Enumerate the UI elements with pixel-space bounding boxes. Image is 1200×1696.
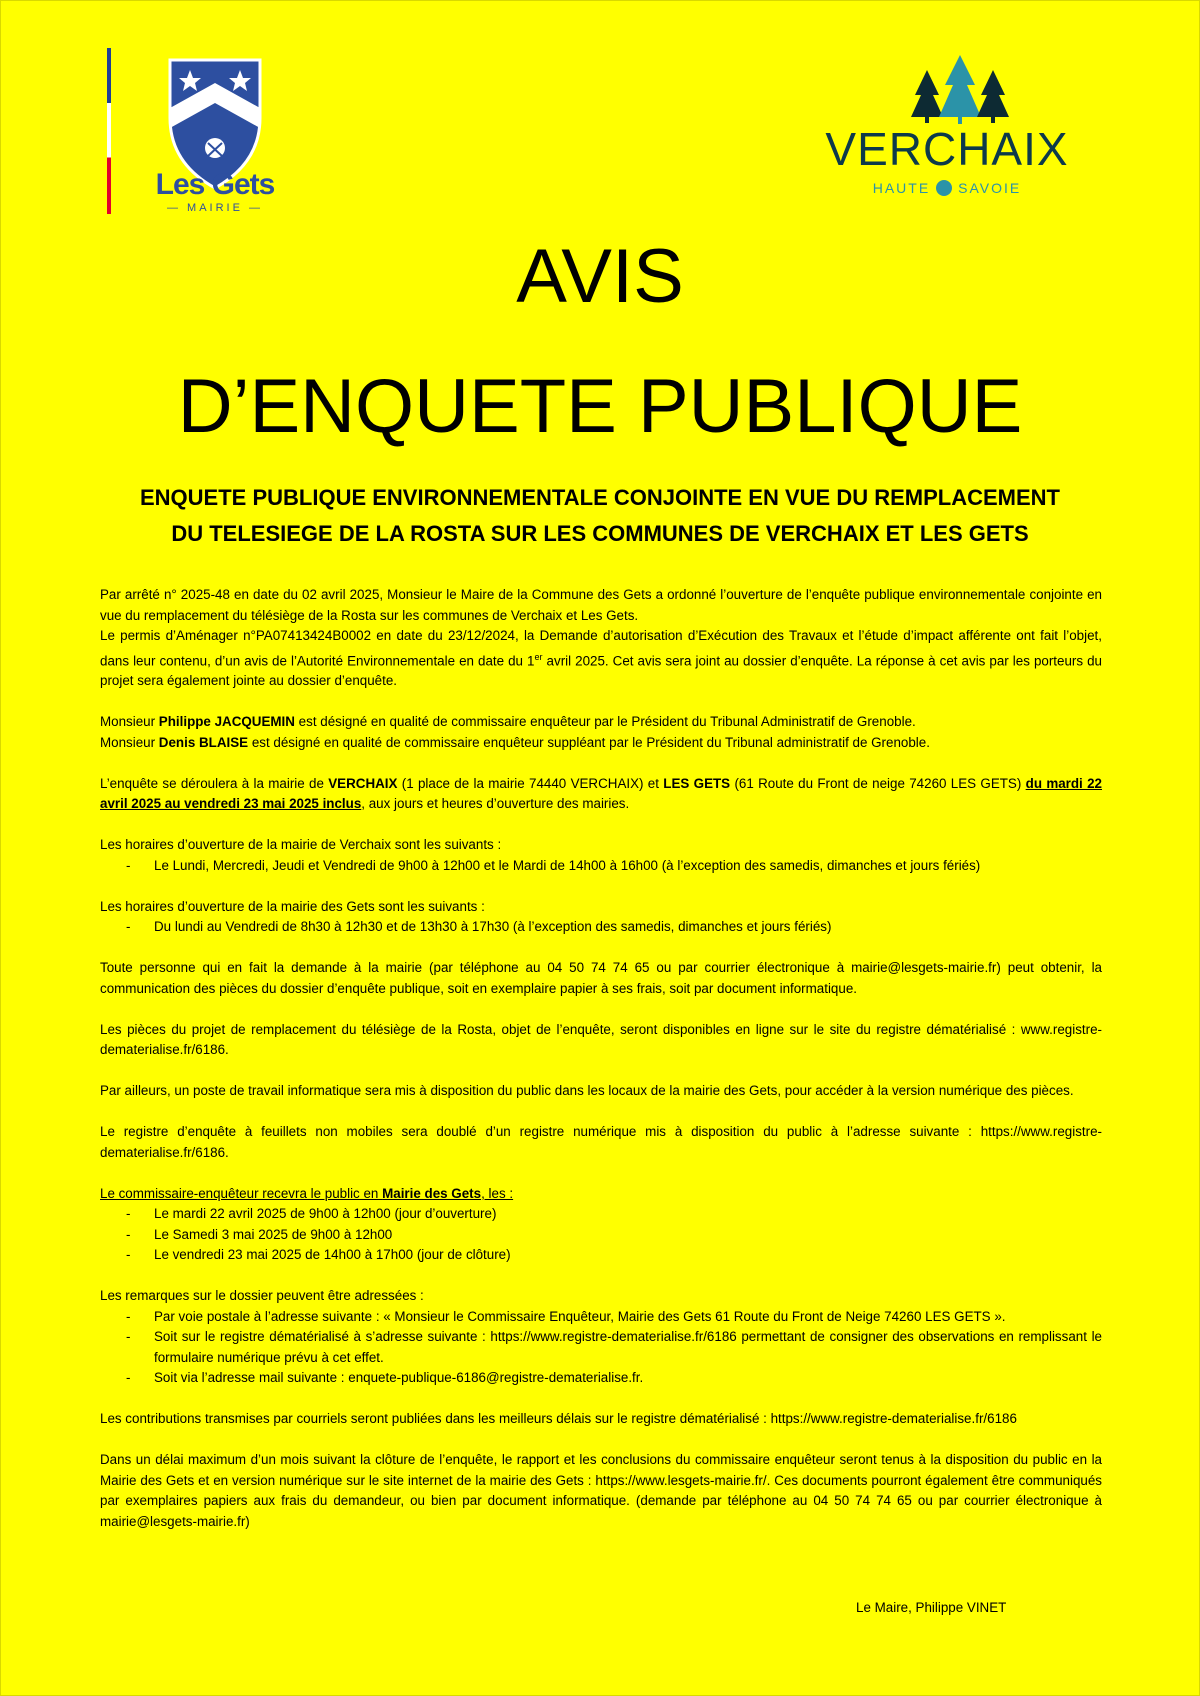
paragraph-permis	[100, 626, 1102, 692]
permanences-mairie: Mairie des Gets	[382, 1185, 482, 1201]
lieux-text-a: L’enquête se déroulera à la mairie de	[100, 775, 329, 791]
fir-trees-icon	[905, 55, 1015, 125]
verchaix-logo-subtitle	[812, 180, 1082, 198]
lesgets-logo-subtitle: — MAIRIE —	[166, 202, 263, 214]
paragraph-contributions: Les contributions transmises par courriels seront publiées dans les meilleurs délais sur le registre dématérialisé : https://www.registre-dematerialise.fr/6186	[100, 1411, 1017, 1427]
verchaix-sub-right: SAVOIE	[958, 180, 1022, 196]
paragraph-suppleant	[100, 733, 1102, 754]
lieux-text-g: , aux jours et heures d’ouverture des mairies.	[361, 796, 630, 812]
horaires-verchaix-list	[100, 856, 1102, 877]
commissaire-text-b: est désigné en qualité de commissaire enquêteur par le Président du Tribunal Administratif de Grenoble.	[294, 714, 916, 730]
horaires-gets-list	[100, 917, 1102, 938]
list-item: - Par voie postale à l’adresse suivante : « Monsieur le Commissaire Enquêteur, Mairie des Gets 61 Route du Front de Neige 74260 LES GETS ».	[100, 1307, 1102, 1328]
paragraph-permanences	[100, 1184, 1102, 1205]
verchaix-sub-left: HAUTE	[872, 180, 931, 196]
paragraph-lieux-dates	[100, 774, 1102, 815]
commissaire-text-a: Monsieur	[100, 714, 159, 730]
paragraph-pieces-en-ligne: Les pièces du projet de remplacement du télésiège de la Rosta, objet de l’enquête, seront disponibles en ligne sur le site du registre dématérialisé : www.registre-dematerialise.fr/6186.	[100, 1021, 1102, 1058]
paragraph-horaires-gets: Les horaires d’ouverture de la mairie des Gets sont les suivants :	[100, 898, 485, 914]
lieux-verchaix: VERCHAIX	[328, 775, 398, 791]
paragraph-horaires-verchaix: Les horaires d’ouverture de la mairie de Verchaix sont les suivants :	[100, 837, 502, 853]
permanences-list	[100, 1204, 1102, 1266]
list-item: - Soit sur le registre dématérialisé à s’adresse suivante : https://www.registre-dematerialise.fr/6186 permettant de consigner des observations en remplissant le formulaire numérique prévu à cet effet.	[100, 1327, 1102, 1368]
paragraph-arrete: Par arrêté n° 2025-48 en date du 02 avril 2025, Monsieur le Maire de la Commune des Gets a ordonné l’ouverture de l’enquête publique environnementale conjointe en vue du remplacement du télésiège de la Rosta sur les communes de Verchaix et Les Gets.	[100, 587, 1102, 623]
suppleant-text-a: Monsieur	[100, 734, 159, 750]
paragraph-poste-informatique: Par ailleurs, un poste de travail informatique sera mis à disposition du public dans les locaux de la mairie des Gets, pour accéder à la version numérique des pièces.	[100, 1083, 1074, 1099]
paragraph-remarques: Les remarques sur le dossier peuvent être adressées :	[100, 1288, 424, 1304]
paragraph-rapport: Dans un délai maximum d’un mois suivant la clôture de l’enquête, le rapport et les conclusions du commissaire enquêteur seront tenus à la disposition du public en la Mairie des Gets et en version numérique sur le site internet de la mairie des Gets : https://www.lesgets-mairie.fr/. Ces documents pourront également être communiqués par exemplaires papiers aux frais du demandeur, ou bien par document informatique. (demande par téléphone au 04 50 74 74 65 ou par courrier électronique à mairie@lesgets-mairie.fr)	[100, 1452, 1102, 1529]
commissaire-name: Philippe JACQUEMIN	[158, 714, 295, 730]
permis-text-a: Le permis d’Aménager n°PA07413424B0002 en date du 23/12/2024, la Demande d’autorisation d’Exécution des Travaux et l’étude d’impact afférente ont fait l’objet, dans leur contenu, d’un avis de l’Autorité Environnementale en date du 1	[100, 628, 1102, 668]
enquete-dates: du mardi 22 avril 2025 au vendredi 23 mai 2025 inclus	[100, 775, 1102, 812]
verchaix-logo-text: VERCHAIX	[825, 123, 1069, 175]
list-item: - Du lundi au Vendredi de 8h30 à 12h30 et de 13h30 à 17h30 (à l’exception des samedis, dimanches et jours fériés)	[100, 917, 1102, 938]
permanences-text-a: Le commissaire-enquêteur recevra le public en	[100, 1185, 383, 1201]
notice-body	[100, 585, 1102, 1532]
paragraph-registre: Le registre d’enquête à feuillets non mobiles sera doublé d’un registre numérique mis à disposition du public à l’adresse suivante : https://www.registre-dematerialise.fr/6186.	[100, 1124, 1102, 1160]
signature: Le Maire, Philippe VINET	[856, 1600, 1007, 1615]
suppleant-text-b: est désigné en qualité de commissaire enquêteur suppléant par le Président du Tribunal administratif de Grenoble.	[248, 734, 930, 750]
list-item: - Le vendredi 23 mai 2025 de 14h00 à 17h00 (jour de clôture)	[100, 1245, 1102, 1266]
lesgets-logo-text: Les Gets	[155, 168, 275, 201]
list-item: - Le Samedi 3 mai 2025 de 9h00 à 12h00	[100, 1225, 1102, 1246]
paragraph-communication: Toute personne qui en fait la demande à la mairie (par téléphone au 04 50 74 74 65 ou par courrier électronique à mairie@lesgets-mairie.fr) peut obtenir, la communication des pièces du dossier d’enquête publique, soit en exemplaire papier à ses frais, soit par document informatique.	[100, 960, 1102, 996]
lieux-text-e: (61 Route du Front de neige 74260 LES GETS)	[730, 775, 1026, 791]
paragraph-commissaire	[100, 712, 1102, 733]
subtitle-line2: DU TELESIEGE DE LA ROSTA SUR LES COMMUNES DE VERCHAIX ET LES GETS	[171, 521, 1029, 546]
list-item: - Le mardi 22 avril 2025 de 9h00 à 12h00 (jour d’ouverture)	[100, 1204, 1102, 1225]
remarques-list	[100, 1307, 1102, 1389]
notice-subtitle	[60, 480, 1140, 552]
notice-title: AVIS	[516, 234, 684, 319]
permis-sup: er	[534, 651, 543, 662]
permis-text-b: avril 2025. Cet avis sera joint au dossier d’enquête. La réponse à cet avis par les porteurs du projet sera également jointe au dossier d’enquête.	[100, 652, 1102, 689]
notice-title-line2: D’ENQUETE PUBLIQUE	[177, 364, 1023, 449]
tricolor-stripe	[107, 48, 111, 214]
list-item: - Le Lundi, Mercredi, Jeudi et Vendredi de 9h00 à 12h00 et le Mardi de 14h00 à 16h00 (à l’exception des samedis, dimanches et jours fériés)	[100, 856, 1102, 877]
list-item: - Soit via l’adresse mail suivante : enquete-publique-6186@registre-dematerialise.fr.	[100, 1368, 1102, 1389]
permanences-text-c: , les :	[481, 1185, 514, 1201]
savoie-badge-icon	[936, 180, 952, 196]
subtitle-line1: ENQUETE PUBLIQUE ENVIRONNEMENTALE CONJOINTE EN VUE DU REMPLACEMENT	[140, 485, 1060, 510]
lieux-lesgets: LES GETS	[663, 775, 731, 791]
lieux-text-c: (1 place de la mairie 74440 VERCHAIX) et	[397, 775, 664, 791]
suppleant-name: Denis BLAISE	[158, 734, 249, 750]
